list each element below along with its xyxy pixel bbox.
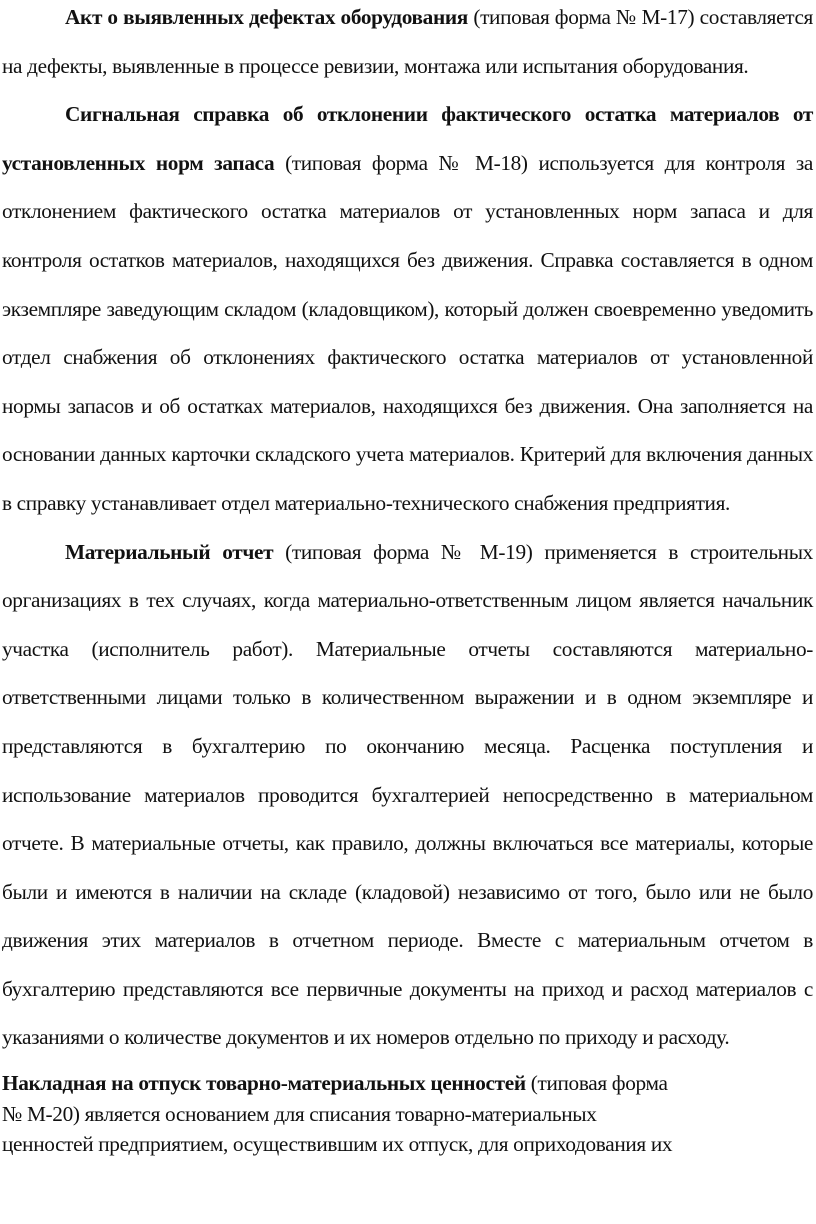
paragraph-body: (типовая форма № М-18) используется для контроля за отклонением фактического остатка материалов от установленных норм запаса и для контроля остатков материалов, находящихся без движения. Справка составляется в одном экземпляре заведующим складом (кладовщиком), который должен своевременно уведомить отдел снабжения об отклонениях фактического остатка материалов от установленной нормы запасов и об остатках материалов, находящихся без движения. Она заполняется на основании данных карточки складского учета материалов. Критерий для включения данных в справку устанавливает отдел материально-технического снабжения предприятия. bbox=[2, 150, 813, 515]
term-waybill: Накладная на отпуск товарно-материальных ценностей bbox=[2, 1071, 526, 1096]
paragraph-body: (типовая форма № М-17) составляется на дефекты, выявленные в процессе ревизии, монтажа или испытания оборудования. bbox=[2, 5, 813, 78]
paragraph-material-report bbox=[2, 528, 813, 1063]
paragraph-body: (типовая форма № М-19) применяется в строительных организациях в тех случаях, когда материально-ответственным лицом является начальник участка (исполнитель работ). Материальные отчеты составляются материально-ответственными лицами только в количественном выражении и в одном экземпляре и представляются в бухгалтерию по окончанию месяца. Расценка поступления и использование материалов проводится бухгалтерией непосредственно в материальном отчете. В материальные отчеты, как правило, должны включаться все материалы, которые были и имеются в наличии на складе (кладовой) независимо от того, было или не было движения этих материалов в отчетном периоде. Вместе с материальным отчетом в бухгалтерию представляются все первичные документы на приход и расход материалов с указаниями о количестве документов и их номеров отдельно по приходу и расходу. bbox=[2, 539, 813, 1050]
term-signal-note: Сигнальная справка об отклонении фактического остатка материалов от установленных норм запаса bbox=[2, 102, 813, 175]
term-material-report: Материальный отчет bbox=[65, 539, 274, 564]
paragraph-waybill bbox=[2, 1068, 813, 1160]
paragraph-act-defects bbox=[2, 0, 813, 90]
paragraph-body-line2: № М-20) является основанием для списания товарно-материальных bbox=[2, 1101, 597, 1126]
paragraph-body-line3: ценностей предприятием, осуществившим их отпуск, для оприходования их bbox=[2, 1132, 673, 1157]
paragraph-signal-note bbox=[2, 90, 813, 527]
paragraph-body-line1: (типовая форма bbox=[525, 1071, 668, 1096]
term-act-defects: Акт о выявленных дефектах оборудования bbox=[65, 5, 468, 29]
